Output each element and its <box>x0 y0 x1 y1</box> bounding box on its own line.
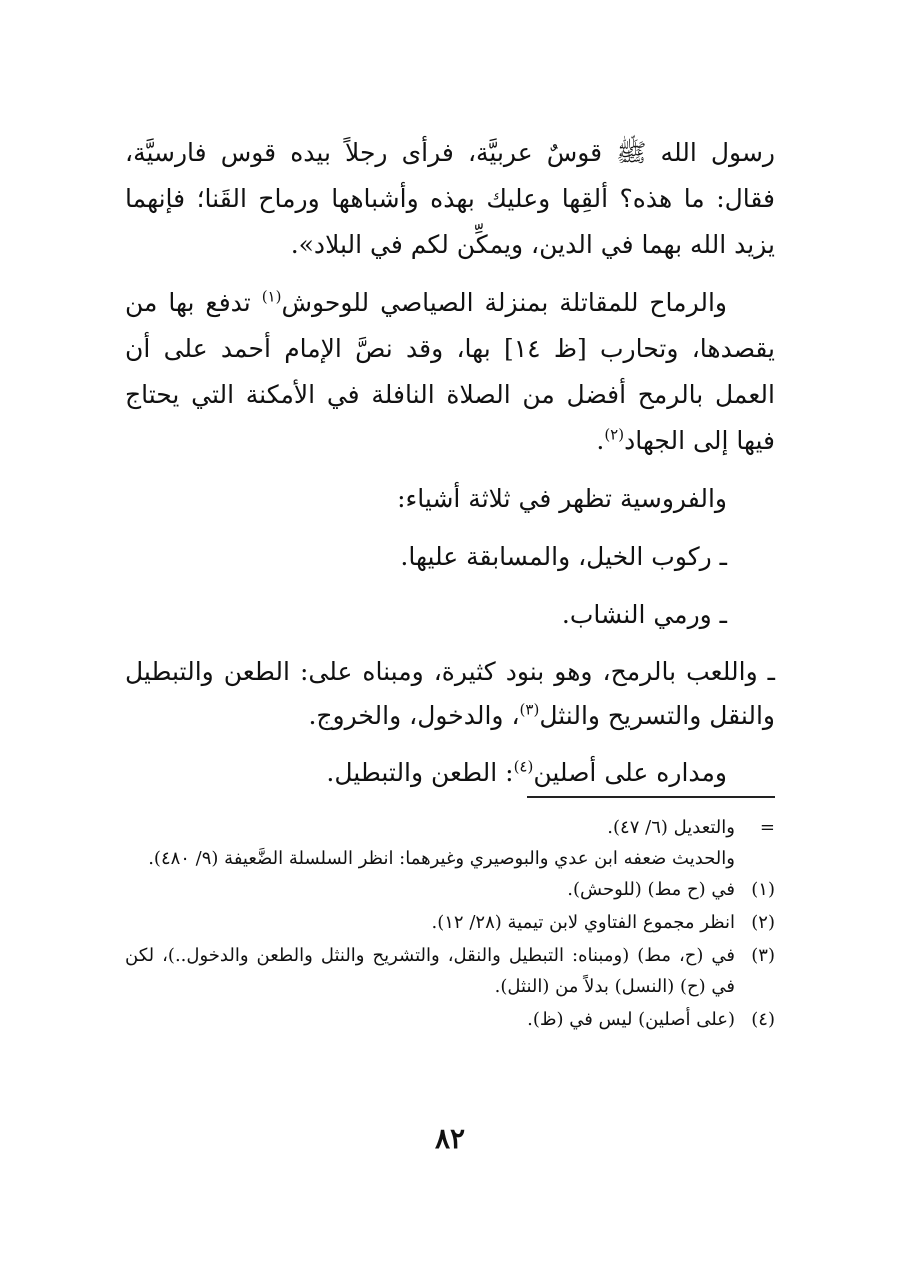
footnote-1-text: في (ح مط) (للوحش). <box>567 879 735 900</box>
page-number: ٨٢ <box>434 1122 466 1155</box>
spear-play-text-part-2: ، والدخول، والخروج. <box>308 701 520 730</box>
horse-riding-text: ـ ركوب الخيل، والمسابقة عليها. <box>400 542 727 571</box>
paragraph-two-principles <box>125 750 775 796</box>
two-principles-text-part-1: ومداره على أصلين <box>533 758 727 787</box>
footnote-2 <box>125 907 775 938</box>
list-item-archery <box>125 592 775 638</box>
footnote-continuation <box>125 812 775 843</box>
footnote-3-marker: (٣) <box>751 945 775 966</box>
footnote-1 <box>125 874 775 905</box>
spears-text-part-1: والرماح للمقاتلة بمنزلة الصياصي للوحوش <box>281 288 727 317</box>
footnote-continuation-line-2: والحديث ضعفه ابن عدي والبوصيري وغيرهما: انظر السلسلة الضَّعيفة (٩/ ٤٨٠). <box>148 848 735 869</box>
footnote-ref-3[interactable]: (٣) <box>519 700 540 719</box>
paragraph-spears <box>125 280 775 464</box>
two-principles-text-part-2: : الطعن والتبطيل. <box>326 758 514 787</box>
footnote-2-marker: (٢) <box>751 912 775 933</box>
footnote-3 <box>125 940 775 1002</box>
list-item-horse-riding <box>125 534 775 580</box>
paragraph-hadith-end <box>125 130 775 268</box>
footnote-3-text: في (ح، مط) (ومبناه: التبطيل والنقل، والتشريح والنثل والطعن والدخول..)، لكن في (ح) (النسل) بدلاً من (النثل). <box>125 945 735 997</box>
footnote-continuation-line-1: والتعديل (٦/ ٤٧). <box>607 817 735 838</box>
footnote-2-text: انظر مجموع الفتاوي لابن تيمية (٢٨/ ١٢). <box>431 912 735 933</box>
footnotes-section <box>125 812 775 1035</box>
footnote-4-text: (على أصلين) ليس في (ظ). <box>527 1009 735 1030</box>
footnote-4 <box>125 1004 775 1035</box>
archery-text: ـ ورمي النشاب. <box>561 600 727 629</box>
footnote-ref-1[interactable]: (١) <box>261 287 282 306</box>
list-item-spear-play <box>125 650 775 738</box>
footnote-1-marker: (١) <box>751 879 775 900</box>
spear-play-text-part-1: ـ واللعب بالرمح، وهو بنود كثيرة، ومبناه على: الطعن والتبطيل والنقل والتسريح والنثل <box>125 657 775 730</box>
footnote-divider <box>527 796 775 798</box>
footnote-continuation-marker: = <box>759 817 775 838</box>
footnote-ref-2[interactable]: (٢) <box>604 425 625 444</box>
spears-text-end: . <box>596 426 605 455</box>
spears-text-part-2: تدفع بها من يقصدها، وتحارب [ظ ١٤] بها، وقد نصَّ الإمام أحمد على أن العمل بالرمح أفضل من الصلاة النافلة في الأمكنة التي يحتاج فيها إلى الجهاد <box>125 288 775 455</box>
hadith-text: رسول الله ﷺ قوسٌ عربيَّة، فرأى رجلاً بيده قوس فارسيَّة، فقال: ما هذه؟ ألقِها وعليك بهذه وأشباهها ورماح القَنا؛ فإنهما يزيد الله بهما في الدين، ويمكِّن لكم في البلاد». <box>125 138 775 259</box>
paragraph-horsemanship-intro <box>125 476 775 522</box>
main-text <box>125 130 775 796</box>
footnote-4-marker: (٤) <box>751 1009 775 1030</box>
footnote-continuation-line-2-block <box>125 843 775 874</box>
footnote-ref-4[interactable]: (٤) <box>513 757 534 776</box>
horsemanship-intro-text: والفروسية تظهر في ثلاثة أشياء: <box>397 484 727 513</box>
